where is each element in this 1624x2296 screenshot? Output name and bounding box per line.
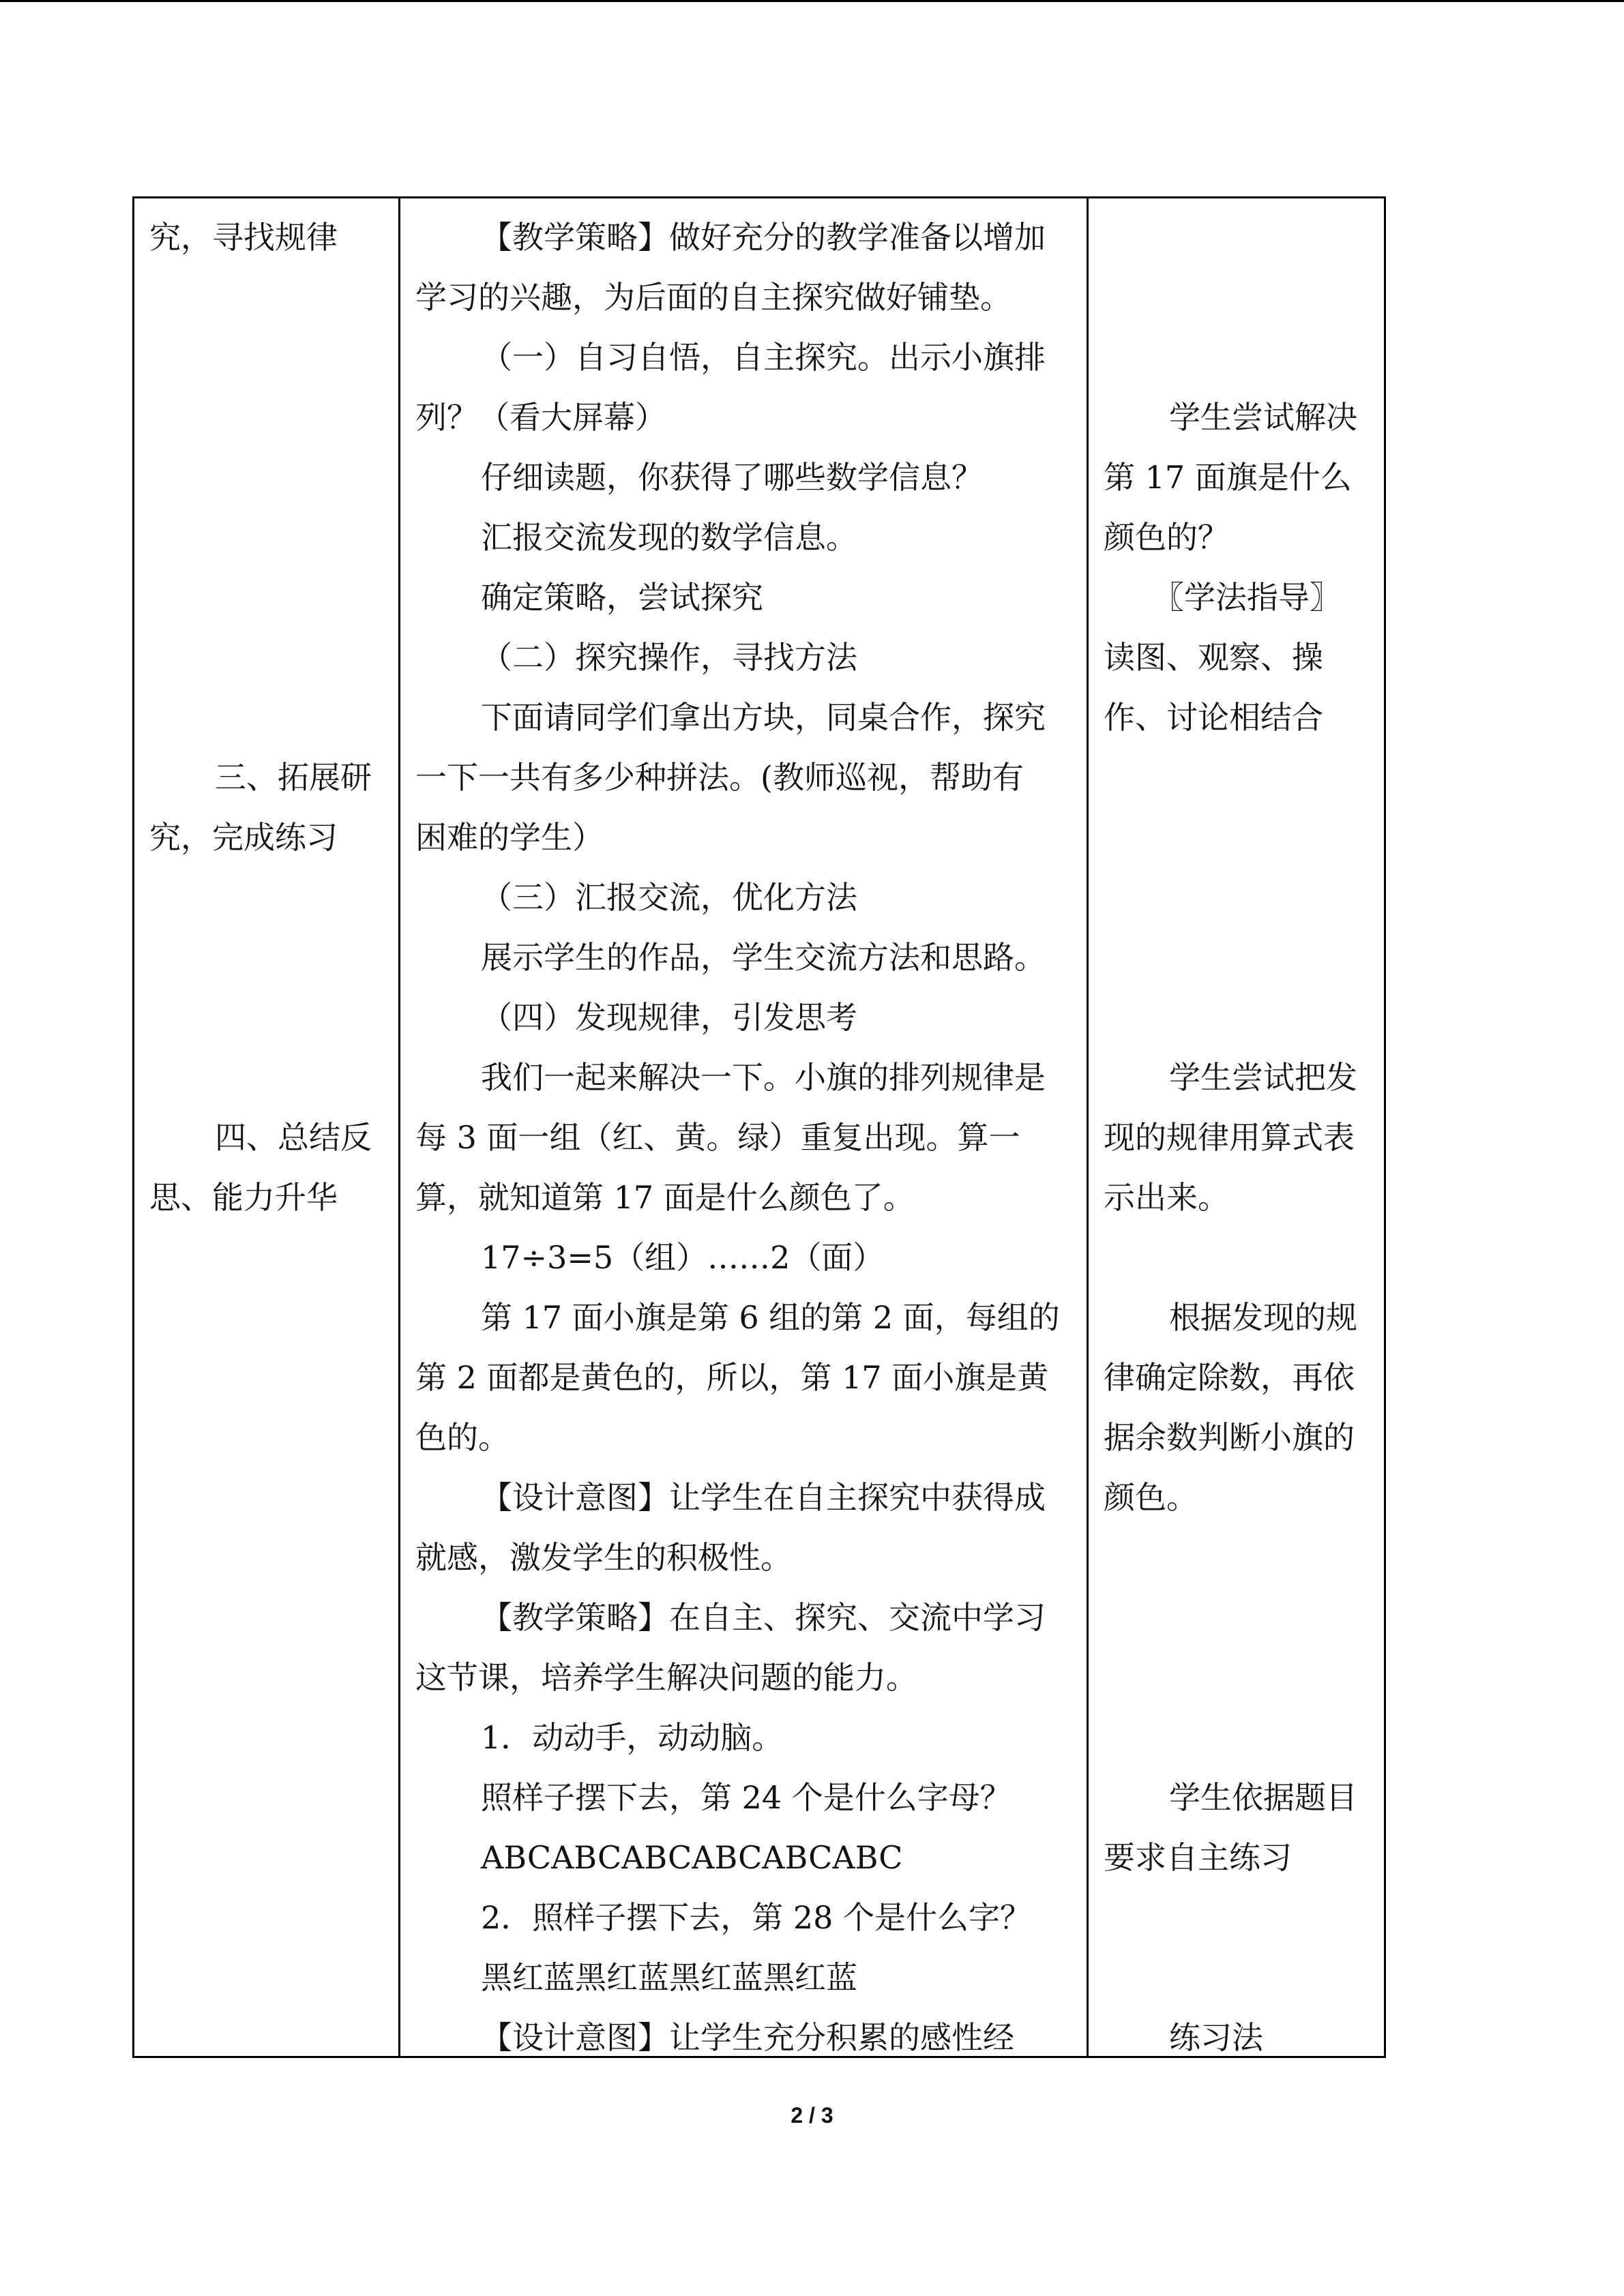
- content-line: 我们一起来解决一下。小旗的排列规律是: [481, 1059, 1046, 1096]
- content-line: 第 2 面都是黄色的，所以，第 17 面小旗是黄: [415, 1359, 1049, 1396]
- activity-line: 据余数判断小旗的: [1104, 1419, 1355, 1456]
- stage-text: 三、拓展研: [215, 759, 372, 796]
- activity-line: 练习法: [1169, 2019, 1263, 2056]
- activity-line: 律确定除数，再依: [1104, 1359, 1355, 1396]
- lesson-plan-table: [132, 196, 1386, 2058]
- top-rule: [0, 0, 1624, 2]
- content-line: 下面请同学们拿出方块，同桌合作，探究: [481, 699, 1046, 736]
- content-line: ABCABCABCABCABCABC: [481, 1839, 903, 1876]
- stage-text: 究，寻找规律: [149, 219, 338, 256]
- content-line: 一下一共有多少种拼法。(教师巡视，帮助有: [415, 759, 1024, 796]
- activity-line: 颜色。: [1104, 1479, 1198, 1516]
- content-line: 17÷3=5（组）……2（面）: [481, 1239, 885, 1276]
- content-line: 列？（看大屏幕）: [415, 399, 666, 436]
- content-line: 汇报交流发现的数学信息。: [481, 519, 857, 556]
- content-line: 展示学生的作品，学生交流方法和思路。: [481, 939, 1046, 976]
- activity-line: 学生尝试把发: [1169, 1059, 1357, 1096]
- content-line: 困难的学生）: [415, 819, 604, 856]
- content-line: （三）汇报交流，优化方法: [481, 879, 857, 916]
- content-line: 算，就知道第 17 面是什么颜色了。: [415, 1179, 915, 1216]
- activity-line: 作、讨论相结合: [1104, 699, 1323, 736]
- stage-text: 思、能力升华: [149, 1179, 338, 1216]
- content-line: （一）自习自悟，自主探究。出示小旗排: [481, 339, 1046, 376]
- activity-line: 示出来。: [1104, 1179, 1229, 1216]
- content-line: 黑红蓝黑红蓝黑红蓝黑红蓝: [481, 1959, 857, 1996]
- activity-line: 读图、观察、操: [1104, 639, 1323, 676]
- stage-text: 四、总结反: [215, 1119, 372, 1156]
- stage-text: 究，完成练习: [149, 819, 338, 856]
- content-line: 1．动动手，动动脑。: [481, 1719, 784, 1756]
- content-line: 【设计意图】让学生充分积累的感性经: [481, 2019, 1014, 2056]
- content-line: 色的。: [415, 1419, 510, 1456]
- activity-line: 根据发现的规: [1169, 1299, 1357, 1336]
- content-line: （二）探究操作，寻找方法: [481, 639, 857, 676]
- activity-line: 〖学法指导〗: [1153, 579, 1341, 616]
- activity-line: 学生尝试解决: [1169, 399, 1357, 436]
- activity-line: 颜色的？: [1104, 519, 1229, 556]
- content-line: 学习的兴趣，为后面的自主探究做好铺垫。: [415, 279, 1012, 316]
- content-line: 仔细读题，你获得了哪些数学信息？: [481, 459, 983, 496]
- activity-line: 学生依据题目: [1169, 1779, 1357, 1816]
- content-line: 就感，激发学生的积极性。: [415, 1539, 792, 1576]
- content-line: 照样子摆下去，第 24 个是什么字母？: [481, 1779, 1012, 1816]
- activity-line: 要求自主练习: [1104, 1839, 1292, 1876]
- activity-column: [1089, 198, 1384, 2056]
- content-column: [400, 198, 1087, 2056]
- content-line: （四）发现规律，引发思考: [481, 999, 857, 1036]
- content-line: 确定策略，尝试探究: [481, 579, 763, 616]
- content-line: 第 17 面小旗是第 6 组的第 2 面，每组的: [481, 1299, 1060, 1336]
- activity-line: 第 17 面旗是什么: [1104, 459, 1352, 496]
- page-number: 2 / 3: [791, 2103, 833, 2128]
- content-line: 每 3 面一组（红、黄。绿）重复出现。算一: [415, 1119, 1020, 1156]
- content-line: 【设计意图】让学生在自主探究中获得成: [481, 1479, 1046, 1516]
- content-line: 【教学策略】做好充分的教学准备以增加: [481, 219, 1046, 256]
- content-line: 【教学策略】在自主、探究、交流中学习: [481, 1599, 1046, 1636]
- content-line: 2．照样子摆下去，第 28 个是什么字？: [481, 1899, 1032, 1936]
- activity-line: 现的规律用算式表: [1104, 1119, 1355, 1156]
- content-line: 这节课，培养学生解决问题的能力。: [415, 1659, 917, 1696]
- stage-column: [134, 198, 398, 2056]
